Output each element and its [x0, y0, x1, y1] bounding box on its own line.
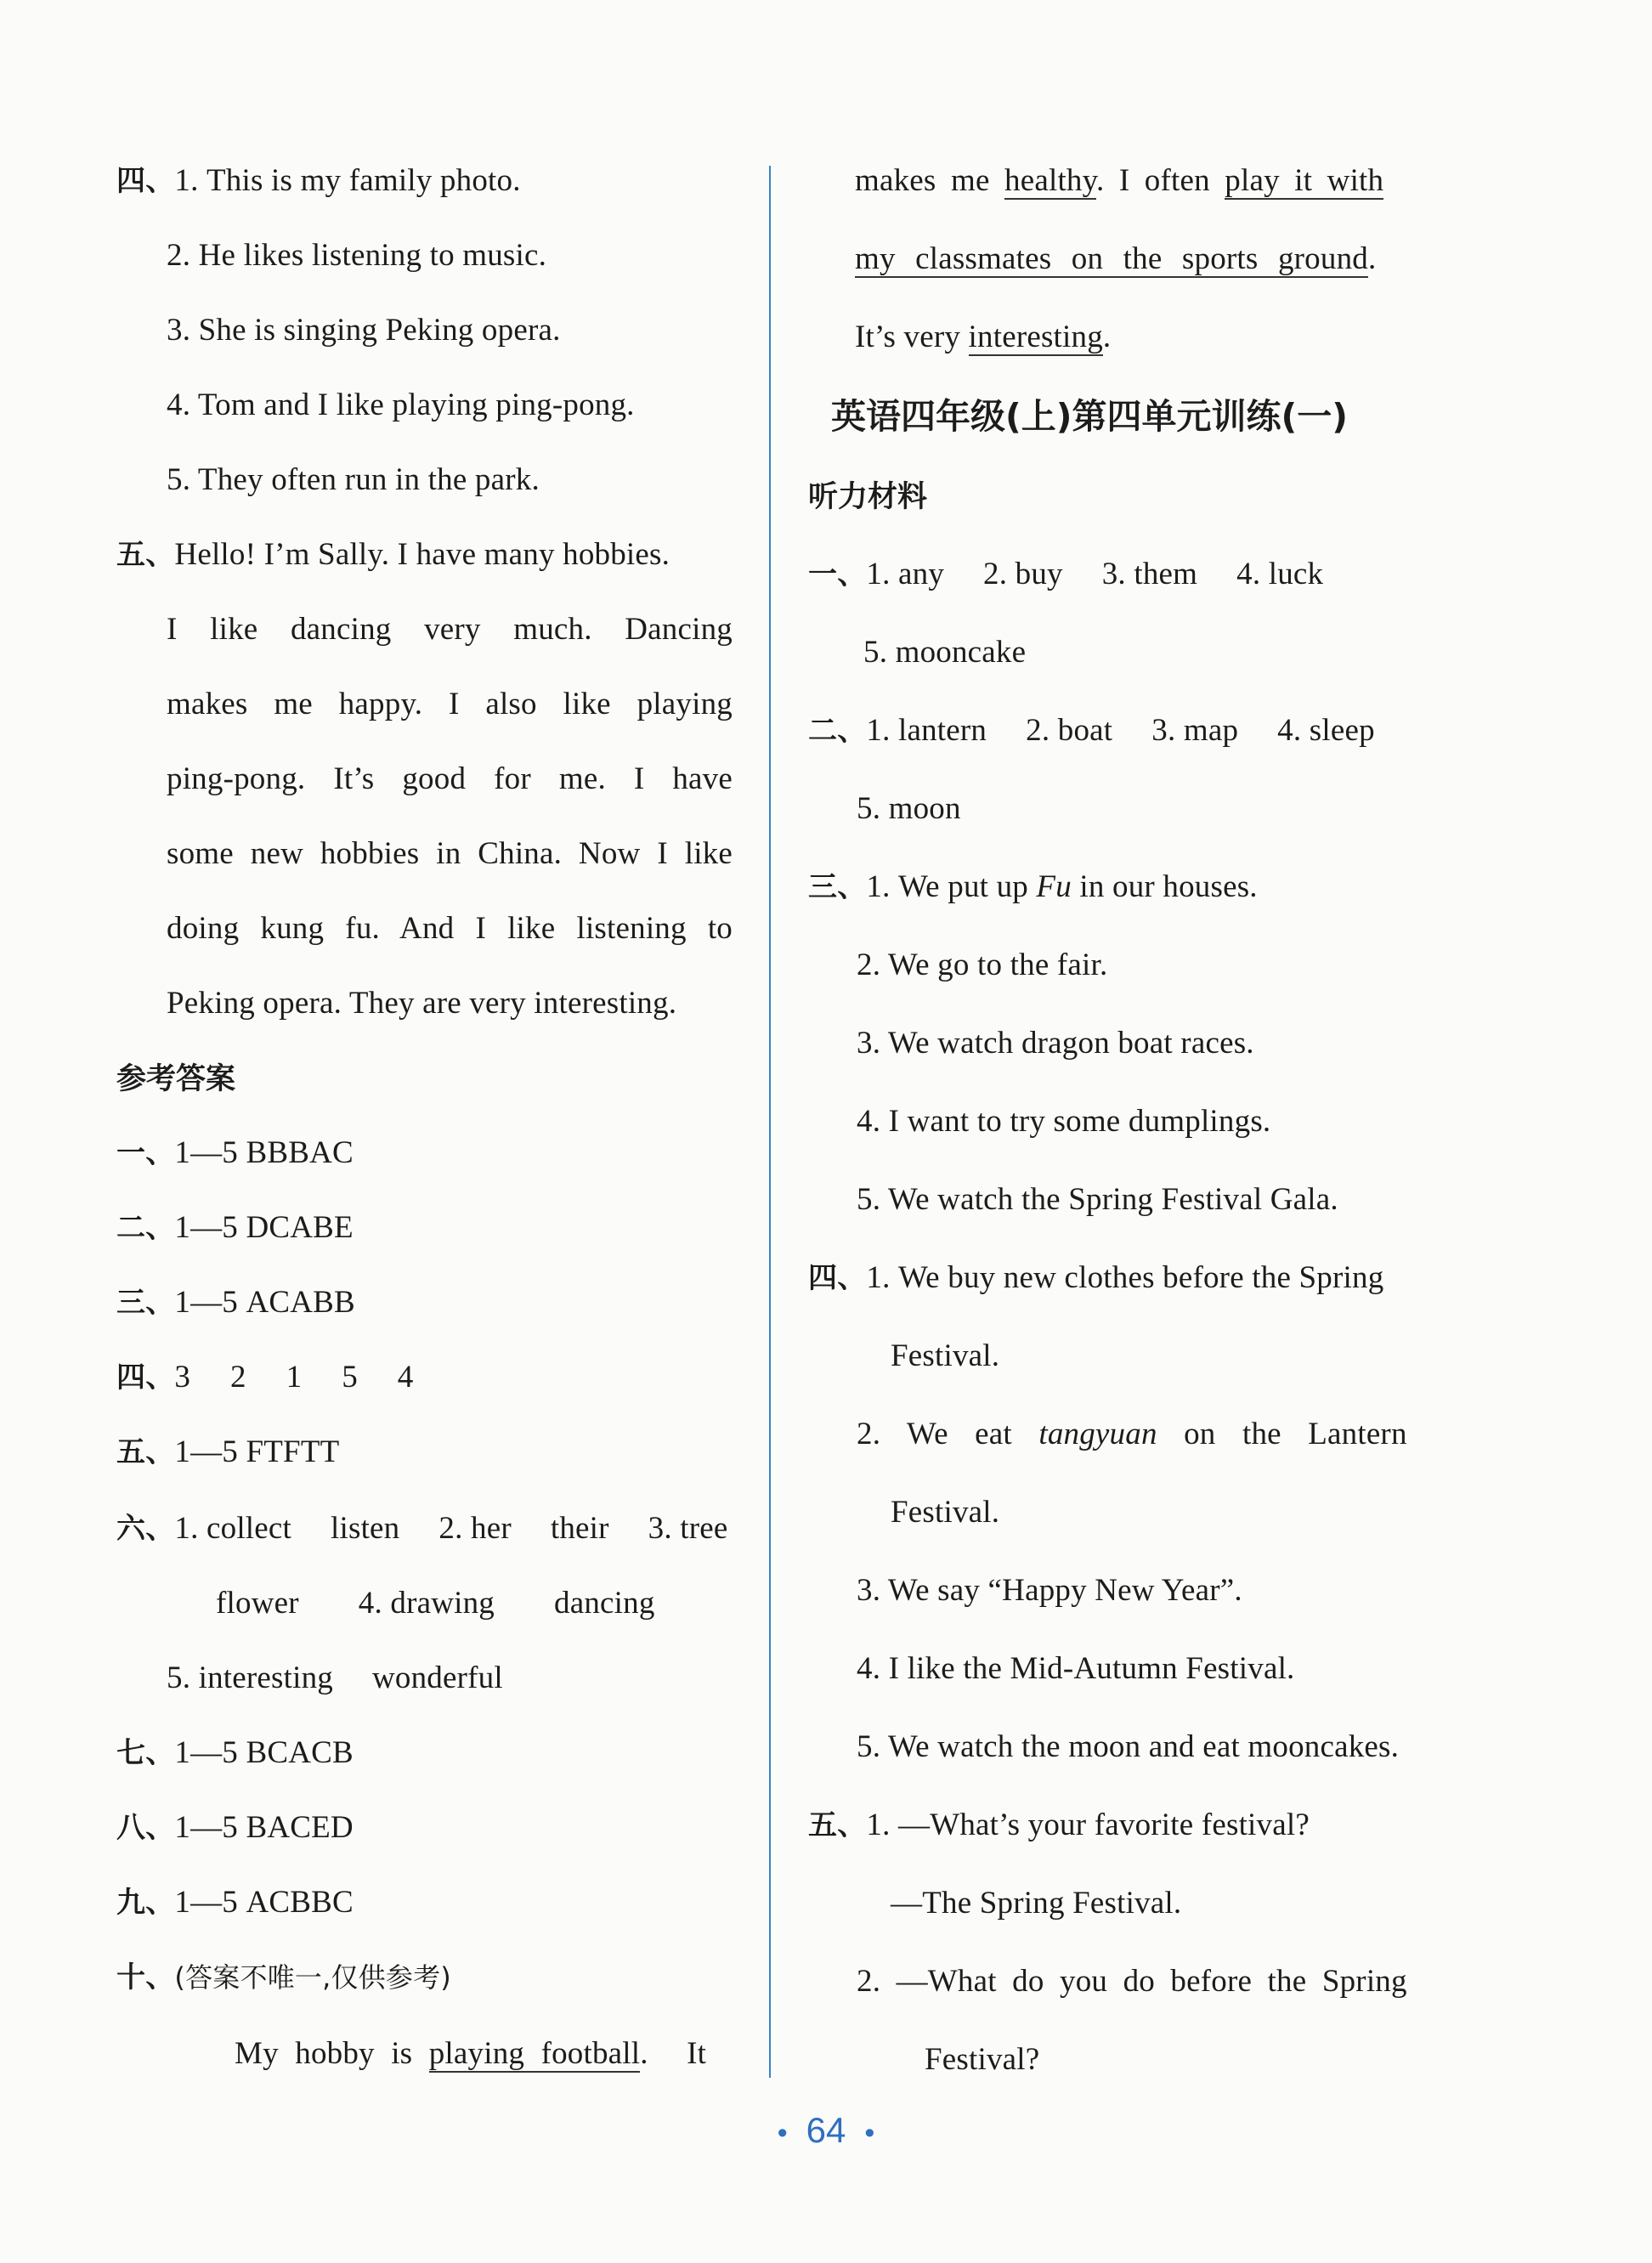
listening-3-item-4: 4. I want to try some dumplings. [857, 1104, 1271, 1139]
section-label: 四、 [808, 1261, 867, 1295]
unit-title: 英语四年级(上)第四单元训练(一) [831, 396, 1348, 437]
listening-4-item-1-cont: Festival. [891, 1338, 1000, 1373]
answer-8 [116, 1808, 354, 1847]
section-label: 三、 [808, 870, 867, 904]
listening-1 [808, 555, 1323, 594]
listening-3-item-3: 3. We watch dragon boat races. [857, 1026, 1254, 1061]
section-label: 十、 [116, 1960, 175, 1994]
word: wonderful [371, 1660, 503, 1695]
sec4-item-1 [116, 161, 521, 201]
sec5-line-4: ping-pong. It’s good for me. I have [167, 761, 733, 796]
sec5-line-1 [116, 535, 670, 574]
section-label: 六、 [116, 1512, 175, 1546]
word: 2. boat [1026, 713, 1113, 748]
sentence: 1. We put up [866, 869, 1028, 904]
section-label: 一、 [808, 557, 867, 591]
answer-2 [116, 1208, 354, 1247]
sec5-line-3: makes me happy. I also like playing [167, 687, 733, 721]
dialogue: 1. —What’s your favorite festival? [866, 1808, 1310, 1842]
section-label: 八、 [116, 1811, 175, 1845]
sentence: 2. We eat [857, 1417, 1012, 1451]
word: 1. any [866, 557, 945, 591]
listening-title: 听力材料 [808, 480, 928, 514]
answer-text: 3 2 1 5 4 [174, 1360, 414, 1395]
section-label: 四、 [116, 1361, 175, 1395]
listening-3-item-5: 5. We watch the Spring Festival Gala. [857, 1182, 1338, 1217]
listening-5-item-2: 2. —What do you do before the Spring [857, 1964, 1407, 1999]
word: their [550, 1511, 609, 1546]
sentence: 1. This is my family photo. [174, 163, 521, 198]
sec4-item-4: 4. Tom and I like playing ping-pong. [167, 388, 635, 422]
sec4-item-2: 2. He likes listening to music. [167, 238, 547, 273]
sec5-line-5: some new hobbies in China. Now I like [167, 836, 733, 871]
answer-5 [116, 1433, 339, 1472]
underlined-answer: healthy [1004, 163, 1096, 198]
essay-line-2 [855, 161, 1383, 201]
essay-line-1 [235, 2034, 706, 2073]
essay-text: . I often [1095, 163, 1210, 198]
essay-text: My hobby is [235, 2036, 413, 2071]
listening-5-item-1-reply: —The Spring Festival. [891, 1886, 1182, 1921]
answer-text: 1—5 FTFTT [174, 1434, 340, 1469]
word: dancing [554, 1586, 655, 1621]
passage-text: Hello! I’m Sally. I have many hobbies. [174, 537, 670, 572]
essay-line-3 [855, 240, 1376, 279]
listening-4-item-2-cont: Festival. [891, 1495, 1000, 1530]
bullet-icon: • [777, 2117, 788, 2149]
listening-4-item-1 [808, 1259, 1383, 1298]
answer-1 [116, 1134, 354, 1173]
answer-6-line-1 [116, 1509, 728, 1548]
column-divider [769, 166, 771, 2078]
section-label: 三、 [116, 1286, 175, 1320]
section-label: 七、 [116, 1736, 175, 1770]
word: 2. her [438, 1511, 512, 1546]
underlined-answer: my classmates on the sports ground [855, 241, 1368, 276]
answer-7 [116, 1734, 354, 1773]
word: 1. lantern [866, 713, 987, 748]
listening-5-item-2-cont: Festival? [925, 2042, 1040, 2077]
listening-4-item-2 [857, 1415, 1407, 1454]
section-label: 二、 [808, 714, 867, 748]
answer-3 [116, 1283, 355, 1322]
sentence: in our houses. [1079, 869, 1258, 904]
section-label: 一、 [116, 1136, 175, 1170]
page-number [0, 2110, 1652, 2151]
listening-5-item-1 [808, 1806, 1310, 1845]
answer-6-line-2 [216, 1584, 655, 1623]
word: 4. luck [1236, 557, 1324, 591]
answer-6-line-3 [167, 1659, 503, 1698]
word: 2. buy [983, 557, 1063, 591]
answer-text: 1—5 BCACB [174, 1735, 354, 1770]
word: 3. them [1101, 557, 1198, 591]
sec5-line-2: I like dancing very much. Dancing [167, 612, 733, 647]
sentence: on the Lantern [1184, 1417, 1407, 1451]
section-label: 五、 [116, 1435, 175, 1469]
answer-10 [116, 1958, 451, 1997]
section-label: 九、 [116, 1886, 175, 1920]
sec5-line-7: Peking opera. They are very interesting. [167, 986, 677, 1021]
underlined-answer: interesting [968, 320, 1103, 354]
word: 4. sleep [1277, 713, 1375, 748]
listening-4-item-3: 3. We say “Happy New Year”. [857, 1573, 1242, 1608]
essay-text: makes me [855, 163, 990, 198]
underlined-answer: playing football [428, 2036, 641, 2071]
listening-3-item-1 [808, 868, 1258, 907]
italic-word: Fu [1036, 869, 1072, 904]
section-label: 二、 [116, 1211, 175, 1245]
word: 1. collect [174, 1511, 292, 1546]
answer-9 [116, 1883, 354, 1922]
word: 3. tree [648, 1511, 728, 1546]
answer-text: 1—5 DCABE [174, 1210, 354, 1245]
answer-text: 1—5 BBBAC [174, 1135, 354, 1170]
essay-text: . It [640, 2036, 707, 2071]
listening-3-item-2: 2. We go to the fair. [857, 948, 1108, 982]
listening-1-extra: 5. mooncake [863, 635, 1027, 670]
underlined-answer: play it with [1225, 163, 1384, 198]
word: 3. map [1151, 713, 1239, 748]
word: flower [216, 1586, 299, 1621]
answers-title: 参考答案 [116, 1062, 236, 1096]
sec4-item-3: 3. She is singing Peking opera. [167, 313, 561, 348]
italic-word: tangyuan [1038, 1417, 1157, 1451]
listening-4-item-5: 5. We watch the moon and eat mooncakes. [857, 1729, 1400, 1764]
word: 4. drawing [358, 1586, 495, 1621]
essay-text: It’s very [855, 320, 961, 354]
answer-4 [116, 1358, 414, 1397]
section-label: 五、 [808, 1808, 867, 1842]
section-label: 五、 [116, 538, 175, 572]
essay-text: . [1102, 320, 1112, 354]
answer-note: (答案不唯一,仅供参考) [174, 1961, 451, 1994]
answer-text: 1—5 ACABB [174, 1285, 355, 1320]
listening-4-item-4: 4. I like the Mid-Autumn Festival. [857, 1651, 1295, 1686]
word: 5. interesting [167, 1660, 333, 1695]
word: listen [331, 1511, 400, 1546]
bullet-icon: • [864, 2117, 875, 2149]
sec4-item-5: 5. They often run in the park. [167, 462, 540, 497]
answer-text: 1—5 BACED [174, 1810, 354, 1845]
sec5-line-6: doing kung fu. And I like listening to [167, 911, 733, 946]
listening-2 [808, 711, 1375, 750]
section-label: 四、 [116, 164, 175, 198]
answer-text: 1—5 ACBBC [174, 1885, 354, 1920]
listening-2-extra: 5. moon [857, 791, 961, 826]
sentence: 1. We buy new clothes before the Spring [866, 1260, 1384, 1295]
essay-text: . [1367, 241, 1377, 276]
page-number-text: 64 [806, 2110, 846, 2150]
essay-line-4 [855, 318, 1111, 357]
